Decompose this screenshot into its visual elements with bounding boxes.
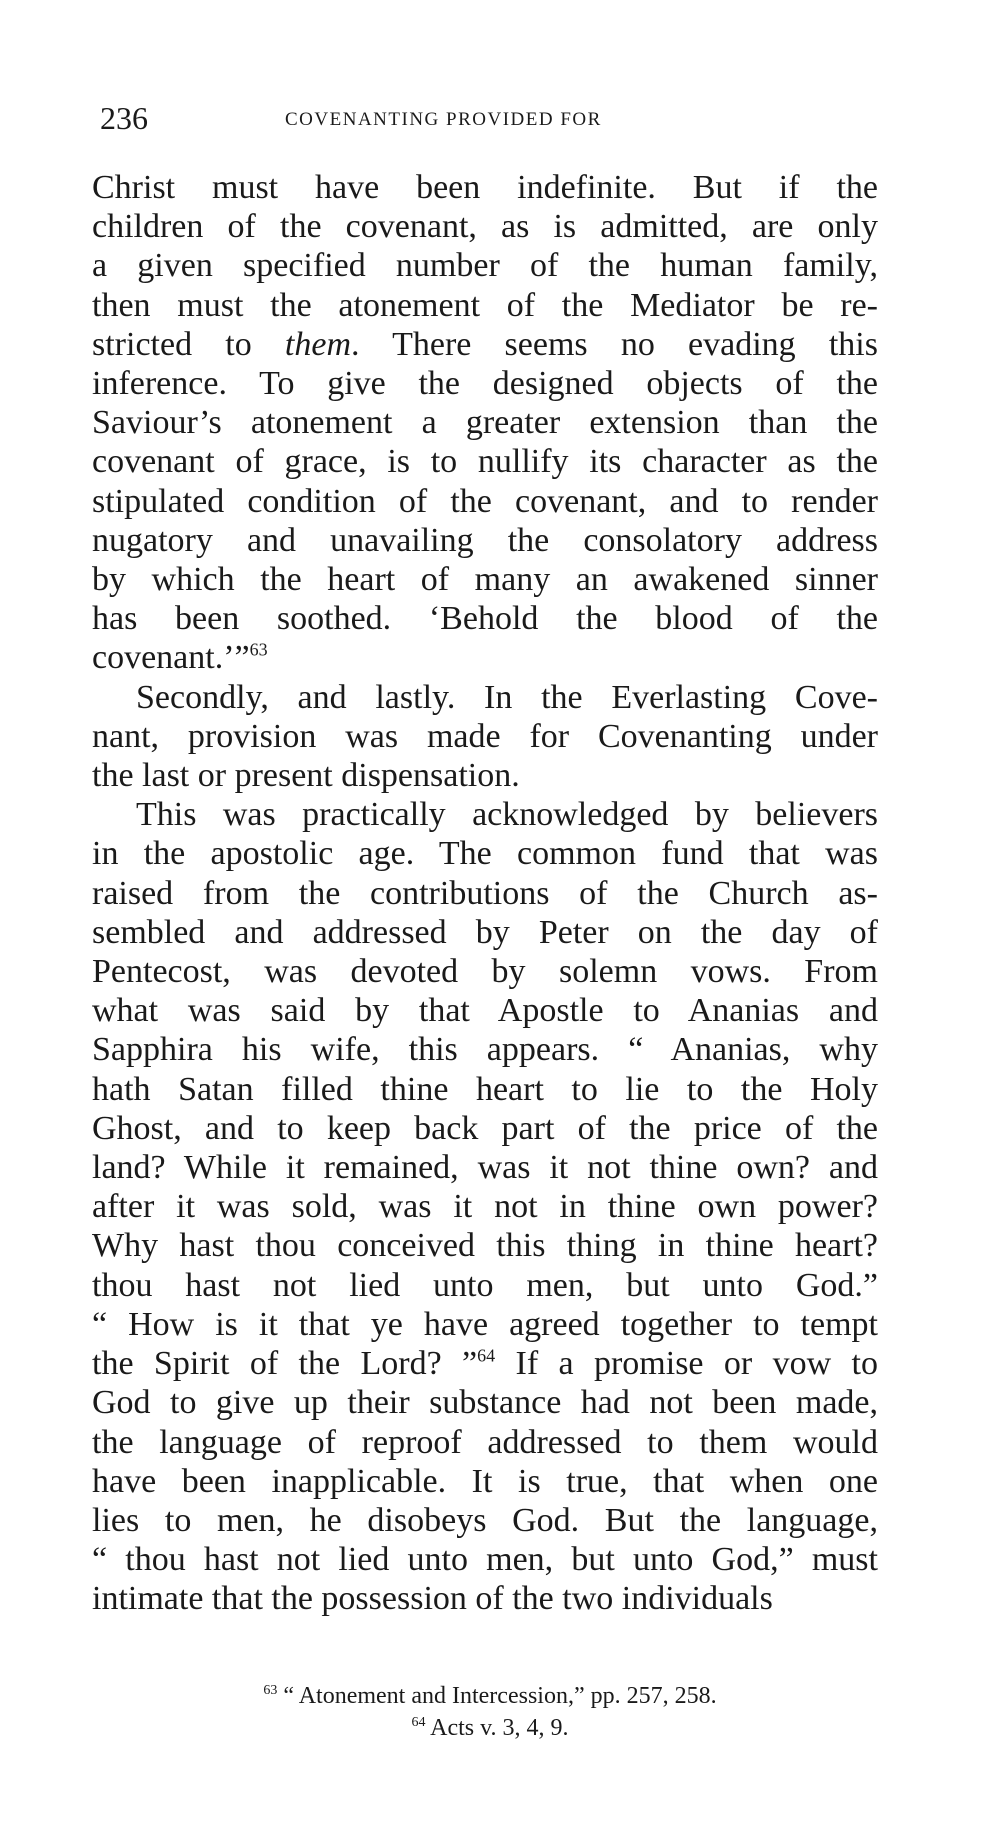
text-line <box>92 638 878 677</box>
text-line: land? While it remained, was it not thine own? and <box>92 1149 878 1187</box>
text-line: lies to men, he disobeys God. But the language, <box>92 1501 878 1539</box>
text-line: Sapphira his wife, this appears. “ Ananias, why <box>92 1031 878 1069</box>
text-line: hath Satan filled thine heart to lie to the Holy <box>92 1070 878 1108</box>
line-text: the Spirit of the Lord? ” <box>92 1345 478 1383</box>
text-line: nugatory and unavailing the consolatory address <box>92 521 878 559</box>
footnote-reference: 64 <box>477 1345 496 1366</box>
footnotes <box>100 1680 880 1744</box>
footnote-mark: 63 <box>263 1683 278 1698</box>
text-line: “ thou hast not lied unto men, but unto God,” must <box>92 1541 878 1579</box>
text-line: God to give up their substance had not been made, <box>92 1384 878 1422</box>
text-line: the language of reproof addressed to them would <box>92 1423 878 1461</box>
text-line: what was said by that Apostle to Ananias and <box>92 992 878 1030</box>
emphasis: them <box>284 325 352 363</box>
footnote <box>100 1712 880 1744</box>
running-head: COVENANTING PROVIDED FOR <box>285 109 602 130</box>
text-line: a given specified number of the human family, <box>92 247 878 285</box>
text-line: Pentecost, was devoted by solemn vows. From <box>92 953 878 991</box>
text-line: inference. To give the designed objects of the <box>92 365 878 403</box>
line-text: If a promise or vow to <box>495 1345 878 1383</box>
text-line: have been inapplicable. It is true, that when one <box>92 1462 878 1500</box>
page-header <box>100 98 880 138</box>
text-line: by which the heart of many an awakened sinner <box>92 561 878 599</box>
text-line: intimate that the possession of the two individuals <box>92 1580 773 1618</box>
text-line: “ How is it that ye have agreed together to tempt <box>92 1305 878 1343</box>
footnote <box>100 1680 880 1712</box>
text-line: Christ must have been indefinite. But if the <box>92 169 878 206</box>
paragraph <box>92 168 878 678</box>
text-line: the last or present dispensation. <box>92 757 520 795</box>
text-line: covenant of grace, is to nullify its character as the <box>92 443 878 481</box>
text-line: Why hast thou conceived this thing in thine heart? <box>92 1227 878 1265</box>
text-line: stipulated condition of the covenant, and to render <box>92 482 878 520</box>
text-line <box>92 1344 878 1383</box>
text-line: stricted to them. There seems no evading this <box>92 325 878 363</box>
text-line: after it was sold, was it not in thine own power? <box>92 1188 878 1226</box>
footnote-mark: 64 <box>411 1715 426 1730</box>
footnote-text: “ Atonement and Intercession,” pp. 257, 258. <box>283 1683 717 1709</box>
line-text: covenant.’” <box>92 639 250 677</box>
text-line: nant, provision was made for Covenanting under <box>92 717 878 755</box>
text-line: children of the covenant, as is admitted, are only <box>92 208 878 246</box>
body-text <box>92 168 878 1619</box>
text-line: has been soothed. ‘Behold the blood of the <box>92 600 878 638</box>
text-line: then must the atonement of the Mediator be re- <box>92 286 878 324</box>
paragraph <box>92 678 878 796</box>
text-line: Secondly, and lastly. In the Everlasting Cove- <box>136 678 878 716</box>
text-line: This was practically acknowledged by believers <box>136 796 878 834</box>
paragraph <box>92 795 878 1618</box>
footnote-text: Acts v. 3, 4, 9. <box>430 1715 569 1741</box>
text-line: Ghost, and to keep back part of the price of the <box>92 1109 878 1147</box>
page-number: 236 <box>100 100 148 136</box>
text-line: thou hast not lied unto men, but unto God.” <box>92 1266 878 1304</box>
text-line: in the apostolic age. The common fund that was <box>92 835 878 873</box>
text-line: sembled and addressed by Peter on the day of <box>92 913 878 951</box>
text-line: Saviour’s atonement a greater extension than the <box>92 404 878 442</box>
text-line: raised from the contributions of the Church as- <box>92 874 878 912</box>
footnote-reference: 63 <box>249 640 268 661</box>
